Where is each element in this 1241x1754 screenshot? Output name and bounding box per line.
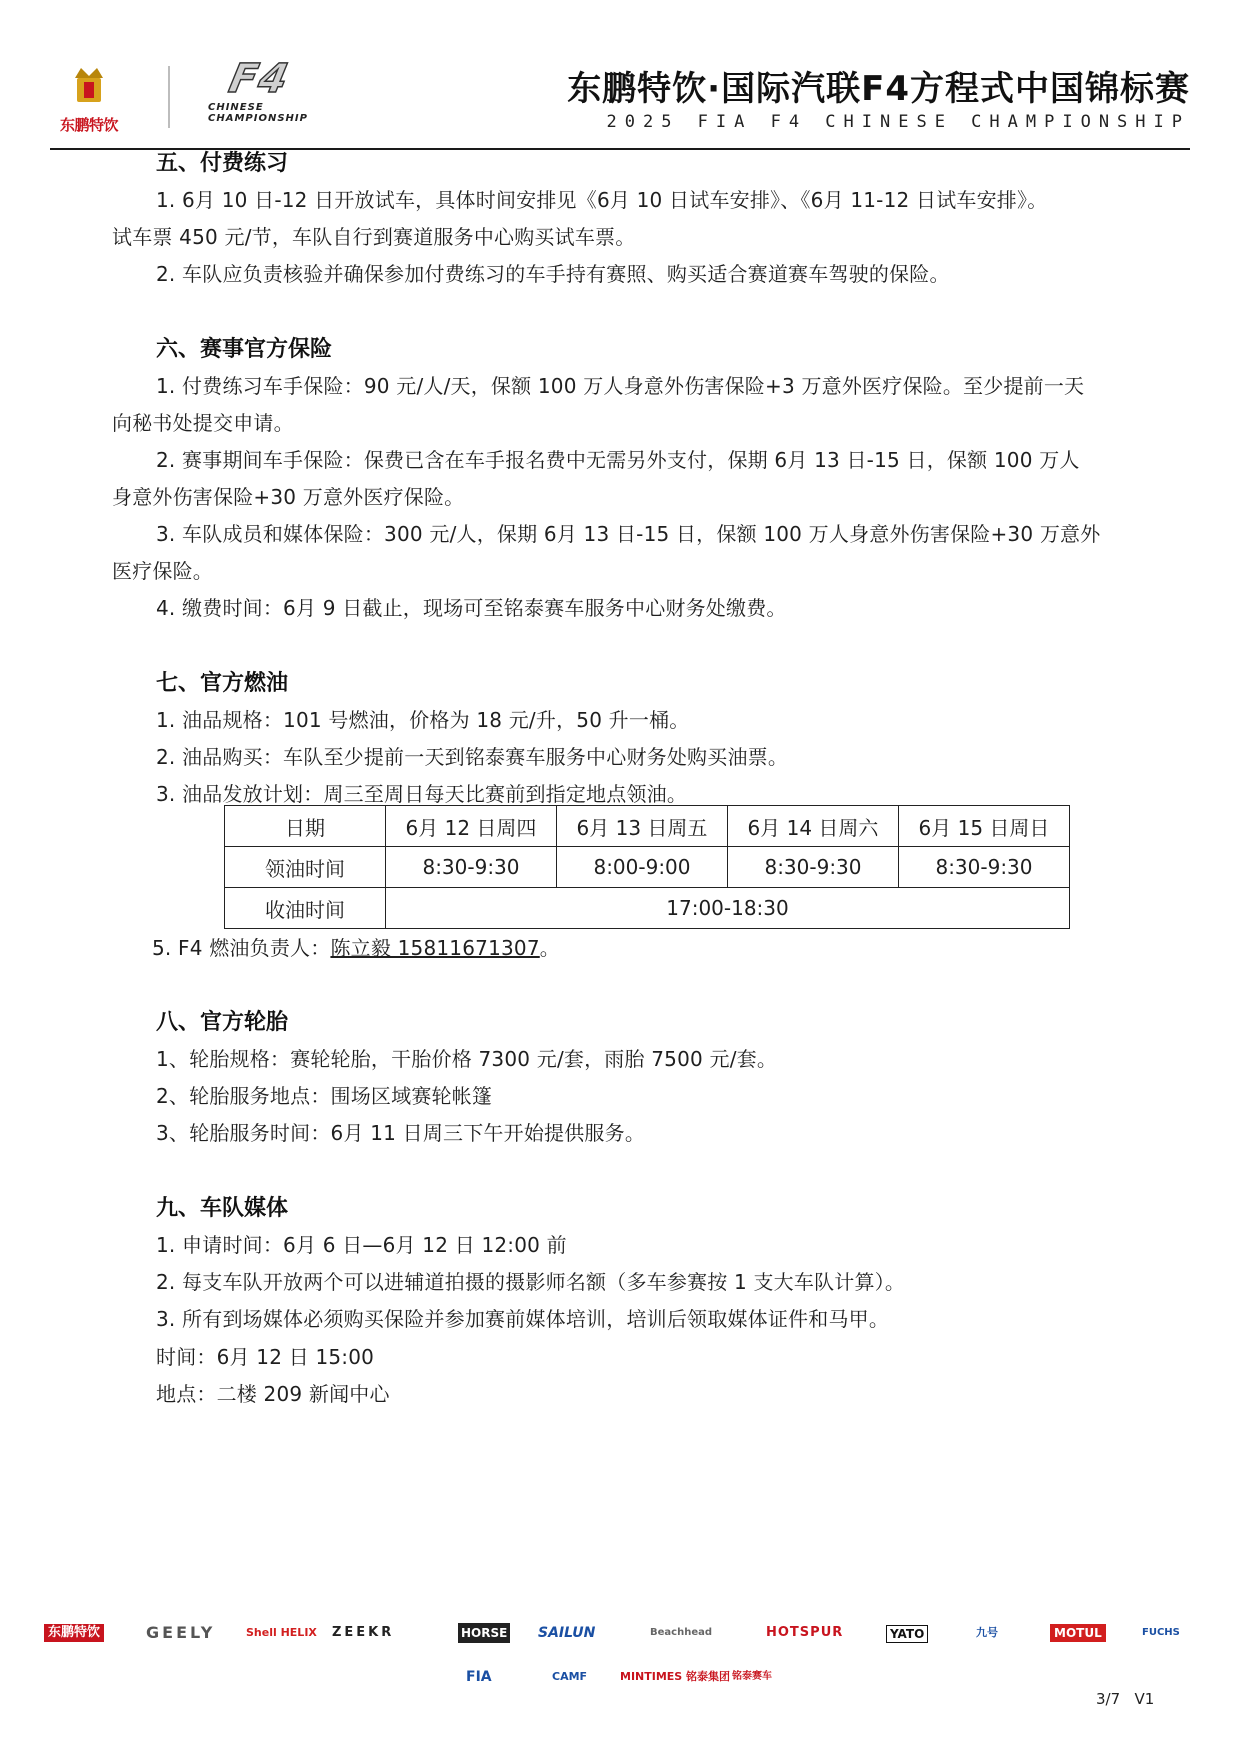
sponsor-logo: HOTSPUR (766, 1625, 844, 1640)
sponsor-logo: ZEEKR (332, 1625, 395, 1640)
section-7-title: 七、官方燃油 (156, 671, 289, 696)
page-header (50, 58, 1190, 150)
table-row (225, 847, 1070, 888)
page-number (1096, 1690, 1154, 1708)
header-title (567, 70, 1190, 132)
s8-line2: 2、轮胎服务地点：围场区域赛轮帐篷 (156, 1084, 493, 1108)
table-cell: 8:00-9:00 (557, 847, 728, 888)
sponsor-logo: FIA (466, 1669, 492, 1685)
f4-sub: CHINESE CHAMPIONSHIP (208, 102, 308, 124)
sponsor-logo: CAMF (552, 1670, 588, 1683)
table-row-label: 领油时间 (225, 847, 386, 888)
s7-line5-suffix: 。 (539, 936, 560, 960)
s9-line3: 3. 所有到场媒体必须购买保险并参加赛前媒体培训，培训后领取媒体证件和马甲。 (156, 1307, 890, 1331)
s5-line1: 1. 6月 10 日-12 日开放试车，具体时间安排见《6月 10 日试车安排》、《6月 11-12 日试车安排》。 (156, 188, 1048, 212)
s8-line1: 1、轮胎规格：赛轮轮胎，干胎价格 7300 元/套，雨胎 7500 元/套。 (156, 1047, 778, 1071)
fuel-contact-link[interactable]: 陈立毅 15811671307 (330, 936, 540, 960)
brand-name: 东鹏特饮 (59, 116, 118, 134)
s7-line2: 2. 油品购买：车队至少提前一天到铭泰赛车服务中心财务处购买油票。 (156, 745, 789, 769)
sponsor-logo: 铭泰赛车 (732, 1671, 772, 1682)
fuel-schedule-table (224, 805, 1070, 929)
s6-line1b: 向秘书处提交申请。 (112, 411, 294, 435)
table-cell: 17:00-18:30 (386, 888, 1070, 929)
table-row (225, 888, 1070, 929)
header-divider (168, 66, 170, 128)
sponsor-logo: YATO (886, 1625, 928, 1643)
sponsor-strip-row1 (40, 1618, 1200, 1658)
section-5-title: 五、付费练习 (156, 151, 289, 176)
sponsor-logo: Shell HELIX (246, 1626, 317, 1639)
section-8-title: 八、官方轮胎 (156, 1010, 289, 1035)
s7-line3: 3. 油品发放计划：周三至周日每天比赛前到指定地点领油。 (156, 782, 688, 806)
title-cn: 东鹏特饮·国际汽联F4方程式中国锦标赛 (567, 69, 1190, 109)
s6-line1: 1. 付费练习车手保险：90 元/人/天，保额 100 万人身意外伤害保险+3 万意外医疗保险。至少提前一天 (156, 374, 1085, 398)
sponsor-logo: FUCHS (1142, 1627, 1180, 1638)
s6-line3: 3. 车队成员和媒体保险：300 元/人，保期 6月 13 日-15 日，保额 100 万人身意外伤害保险+30 万意外 (156, 522, 1101, 546)
s9-line5: 地点：二楼 209 新闻中心 (156, 1382, 390, 1406)
s5-line2: 2. 车队应负责核验并确保参加付费练习的车手持有赛照、购买适合赛道赛车驾驶的保险。 (156, 262, 950, 286)
section-9-title: 九、车队媒体 (156, 1196, 289, 1221)
version-label: V1 (1134, 1690, 1155, 1708)
s8-line3: 3、轮胎服务时间：6月 11 日周三下午开始提供服务。 (156, 1121, 646, 1145)
sponsor-logo: 东鹏特饮 (44, 1624, 104, 1642)
table-header-cell: 日期 (225, 806, 386, 847)
table-header-cell: 6月 15 日周日 (899, 806, 1070, 847)
s6-line3b: 医疗保险。 (112, 559, 213, 583)
f4-mark: F4 (225, 56, 295, 102)
s6-line4: 4. 缴费时间：6月 9 日截止，现场可至铭泰赛车服务中心财务处缴费。 (156, 596, 787, 620)
s5-line1b: 试车票 450 元/节，车队自行到赛道服务中心购买试车票。 (112, 225, 636, 249)
table-cell: 8:30-9:30 (386, 847, 557, 888)
title-en: 2025 FIA F4 CHINESE CHAMPIONSHIP (606, 112, 1190, 132)
s7-line5 (152, 932, 560, 961)
sponsor-logo: 九号 (976, 1626, 998, 1639)
f4-logo (200, 56, 325, 132)
table-header-cell: 6月 13 日周五 (557, 806, 728, 847)
sponsor-logo: MINTIMES 铭泰集团 (620, 1670, 731, 1683)
table-cell: 8:30-9:30 (728, 847, 899, 888)
page-count: 3/7 (1096, 1690, 1121, 1708)
sponsor-logo: MOTUL (1050, 1624, 1106, 1642)
table-row (225, 806, 1070, 847)
sponsor-strip-row2 (460, 1662, 800, 1702)
table-header-cell: 6月 12 日周四 (386, 806, 557, 847)
table-cell: 8:30-9:30 (899, 847, 1070, 888)
sponsor-logo: HORSE (458, 1623, 510, 1643)
section-6-title: 六、赛事官方保险 (156, 337, 333, 362)
sponsor-logo: SAILUN (538, 1625, 596, 1641)
s9-line4: 时间：6月 12 日 15:00 (156, 1345, 375, 1369)
table-row-label: 收油时间 (225, 888, 386, 929)
crown-icon (69, 64, 109, 104)
table-header-cell: 6月 14 日周六 (728, 806, 899, 847)
sponsor-logo: GEELY (146, 1623, 216, 1642)
s9-line2: 2. 每支车队开放两个可以进辅道拍摄的摄影师名额（多车参赛按 1 支大车队计算）。 (156, 1270, 906, 1294)
s9-line1: 1. 申请时间：6月 6 日—6月 12 日 12:00 前 (156, 1233, 567, 1257)
s6-line2: 2. 赛事期间车手保险：保费已含在车手报名费中无需另外支付，保期 6月 13 日-15 日，保额 100 万人 (156, 448, 1080, 472)
sponsor-logo: Beachhead (650, 1627, 713, 1638)
s7-line5-prefix: 5. F4 燃油负责人： (152, 936, 331, 960)
s7-line1: 1. 油品规格：101 号燃油，价格为 18 元/升，50 升一桶。 (156, 708, 690, 732)
s6-line2b: 身意外伤害保险+30 万意外医疗保险。 (112, 485, 465, 509)
dongpeng-logo (50, 64, 128, 136)
